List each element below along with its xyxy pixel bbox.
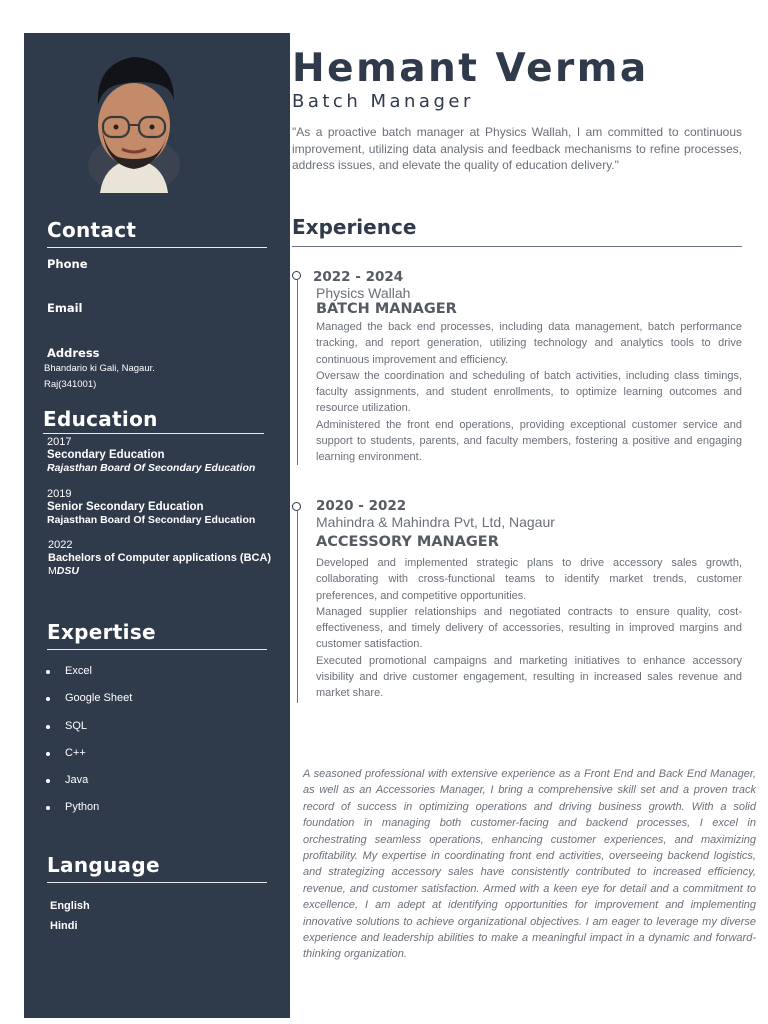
profile-photo: [80, 45, 188, 193]
education-heading: Education: [43, 407, 158, 431]
timeline-line: [297, 280, 298, 465]
skill-item: C++: [46, 747, 132, 774]
education-institution: Rajasthan Board Of Secondary Education: [47, 514, 256, 526]
skill-item: SQL: [46, 720, 132, 747]
phone-label: Phone: [47, 257, 88, 271]
education-institution: MDSU: [48, 565, 79, 577]
expertise-divider: [47, 649, 267, 650]
job-role: BATCH MANAGER: [316, 301, 457, 317]
job-description: [316, 319, 742, 466]
skill-item: Python: [46, 801, 132, 828]
professional-summary: A seasoned professional with extensive experience as a Front End and Back End Manager, as well as an Accessories Manager, I bring a comprehensive skill set and a proven track record of success in optimizing operations and driving business growth. With a solid foundation in managing both customer-facing and backend processes, I excel in orchestrating seamless operations, enhancing customer experiences, and maximizing profitability. My expertise in coordinating front end activities, overseeing backend logistics, and strategizing accessory sales have consistently contributed to increased efficiency, revenue, and customer satisfaction. Armed with a keen eye for detail and a commitment to excellence, I am adept at identifying opportunities for improvement and implementing innovative solutions to achieve organizational objectives. I am eager to leverage my diverse experience and leadership abilities to make a meaningful impact in a dynamic and forward-thinking organization.: [303, 768, 756, 961]
job-bullet: Executed promotional campaigns and marketing initiatives to enhance accessory visibility and drive customer engagement, resulting in increased sales revenue and market share.: [316, 654, 742, 700]
address-line-1: Bhandario ki Gali, Nagaur.: [44, 363, 155, 374]
job-bullet: Administered the front end operations, providing exceptional customer service and support to students, parents, and faculty members, fostering a positive and engaging learning environment.: [316, 418, 742, 464]
address-line-2: Raj(341001): [44, 379, 97, 390]
education-year: 2017: [47, 436, 72, 448]
timeline-dot: [292, 502, 301, 511]
job-company: Physics Wallah: [316, 285, 411, 301]
language-heading: Language: [47, 853, 160, 877]
email-label: Email: [47, 301, 83, 315]
education-year: 2022: [48, 539, 73, 551]
contact-heading: Contact: [47, 218, 137, 242]
education-institution: Rajasthan Board Of Secondary Education: [47, 462, 256, 474]
profile-quote: "As a proactive batch manager at Physics Wallah, I am committed to continuous improvement, utilizing data analysis and feedback mechanisms to refine processes, address issues, and elevate the quality of education delivery.": [292, 125, 742, 172]
contact-divider: [47, 247, 267, 248]
education-degree: Secondary Education: [47, 449, 165, 461]
education-item: [48, 539, 271, 578]
candidate-name: Hemant Verma: [292, 46, 649, 91]
language-item: English: [50, 900, 90, 912]
education-year: 2019: [47, 488, 72, 500]
expertise-heading: Expertise: [47, 620, 156, 644]
skill-item: Excel: [46, 665, 132, 692]
job-bullet: Managed the back end processes, including data management, batch performance tracking, and report generation, utilizing technology and analytics tools to drive continuous improvement and efficiency.: [316, 321, 742, 366]
education-degree: Senior Secondary Education: [47, 501, 204, 513]
skill-item: Java: [46, 774, 132, 801]
language-divider: [47, 882, 267, 883]
job-company: Mahindra & Mahindra Pvt, Ltd, Nagaur: [316, 514, 555, 530]
skill-item: Google Sheet: [46, 692, 132, 719]
job-role: ACCESSORY MANAGER: [316, 534, 499, 550]
job-description: [316, 555, 742, 702]
candidate-title: Batch Manager: [292, 91, 474, 112]
job-bullet: Oversaw the coordination and scheduling of batch activities, including class timings, faculty assignments, and student enrollments, to optimize learning outcomes and resource utilization.: [316, 369, 742, 415]
education-divider: [43, 433, 264, 434]
education-degree: Bachelors of Computer applications (BCA): [48, 552, 272, 564]
education-item: [47, 436, 255, 475]
job-bullet: Managed supplier relationships and negotiated contracts to ensure quality, cost-effectiveness, and timely delivery of accessories, resulting in improved margins and customer satisfaction.: [316, 605, 742, 651]
sidebar: [24, 33, 290, 1018]
skill-list: [46, 665, 132, 829]
timeline-line: [297, 511, 298, 703]
experience-heading: Experience: [292, 215, 417, 239]
experience-divider: [292, 246, 742, 247]
education-item: [47, 488, 255, 527]
job-period: 2020 - 2022: [316, 498, 407, 514]
timeline-dot: [292, 271, 301, 280]
address-label: Address: [47, 346, 100, 360]
job-period: 2022 - 2024: [313, 269, 404, 285]
language-item: Hindi: [50, 920, 78, 932]
job-bullet: Developed and implemented strategic plans to drive accessory sales growth, collaborating with cross-functional teams to identify market trends, customer preferences, and competitive opportunities.: [316, 557, 742, 602]
